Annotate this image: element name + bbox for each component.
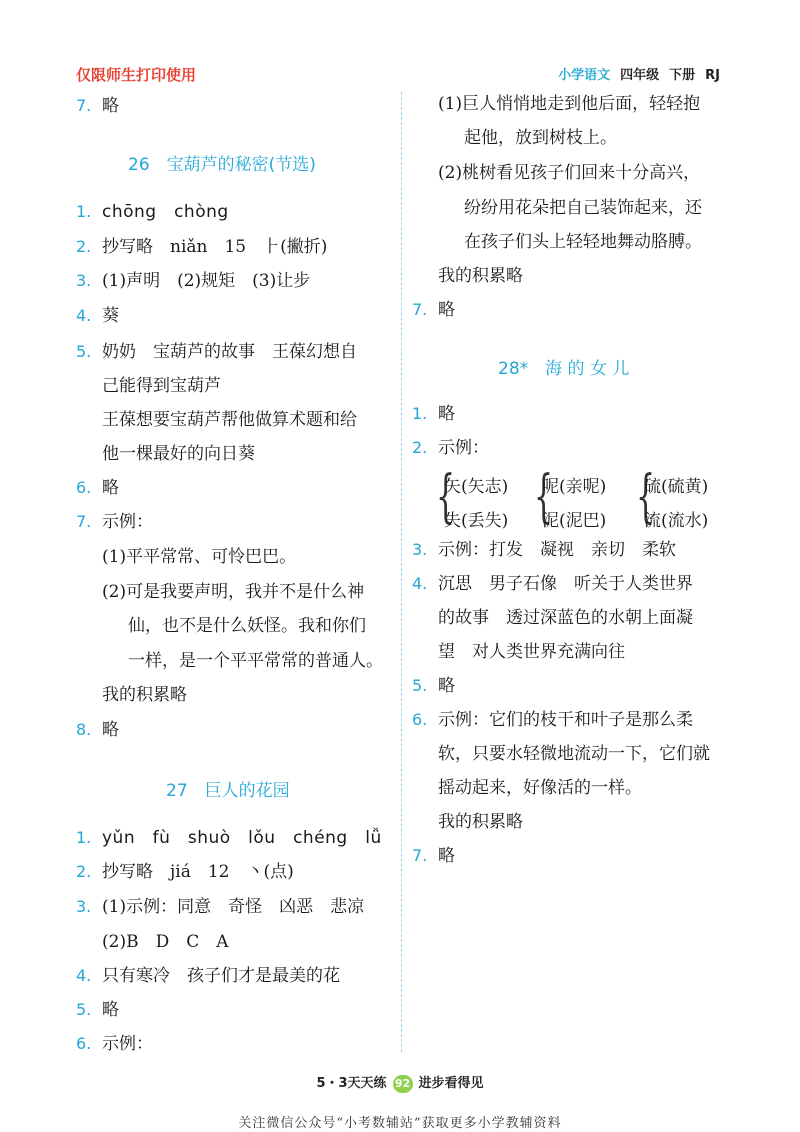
brand-label: 5・3天天练 xyxy=(316,1076,387,1091)
print-restriction-label: 仅限师生打印使用 xyxy=(76,66,197,84)
edition-label: RJ xyxy=(705,68,720,83)
pair-bottom: 流(流水) xyxy=(644,511,709,531)
brace-icon: { xyxy=(636,464,656,531)
volume-label: 下册 xyxy=(669,68,696,83)
section-title-26: 26 宝葫芦的秘密(节选) xyxy=(128,155,316,175)
pair-top: 呢(亲呢) xyxy=(542,477,607,497)
page-number-badge: 92 xyxy=(393,1075,413,1093)
slogan-label: 进步看得见 xyxy=(418,1076,484,1091)
page-footer xyxy=(0,1072,800,1093)
subject-label: 小学语文 xyxy=(558,68,611,83)
brace-icon: { xyxy=(534,464,554,531)
pair-bottom: 泥(泥巴) xyxy=(542,511,607,531)
section-title-27: 27 巨人的花园 xyxy=(166,781,290,801)
pair-top: 硫(硫黄) xyxy=(644,477,709,497)
grade-label: 四年级 xyxy=(620,68,660,83)
column-divider xyxy=(401,92,402,1052)
section-title-28: 28* 海 的 女 儿 xyxy=(498,359,630,379)
word-pairs xyxy=(436,466,746,530)
wechat-note: 关注微信公众号“小考数辅站”获取更多小学教辅资料 xyxy=(238,1116,562,1131)
book-info xyxy=(558,64,730,83)
brace-icon: { xyxy=(436,464,456,531)
pair-top: 矢(矢志) xyxy=(444,477,509,497)
pair-bottom: 失(丢失) xyxy=(444,511,509,531)
